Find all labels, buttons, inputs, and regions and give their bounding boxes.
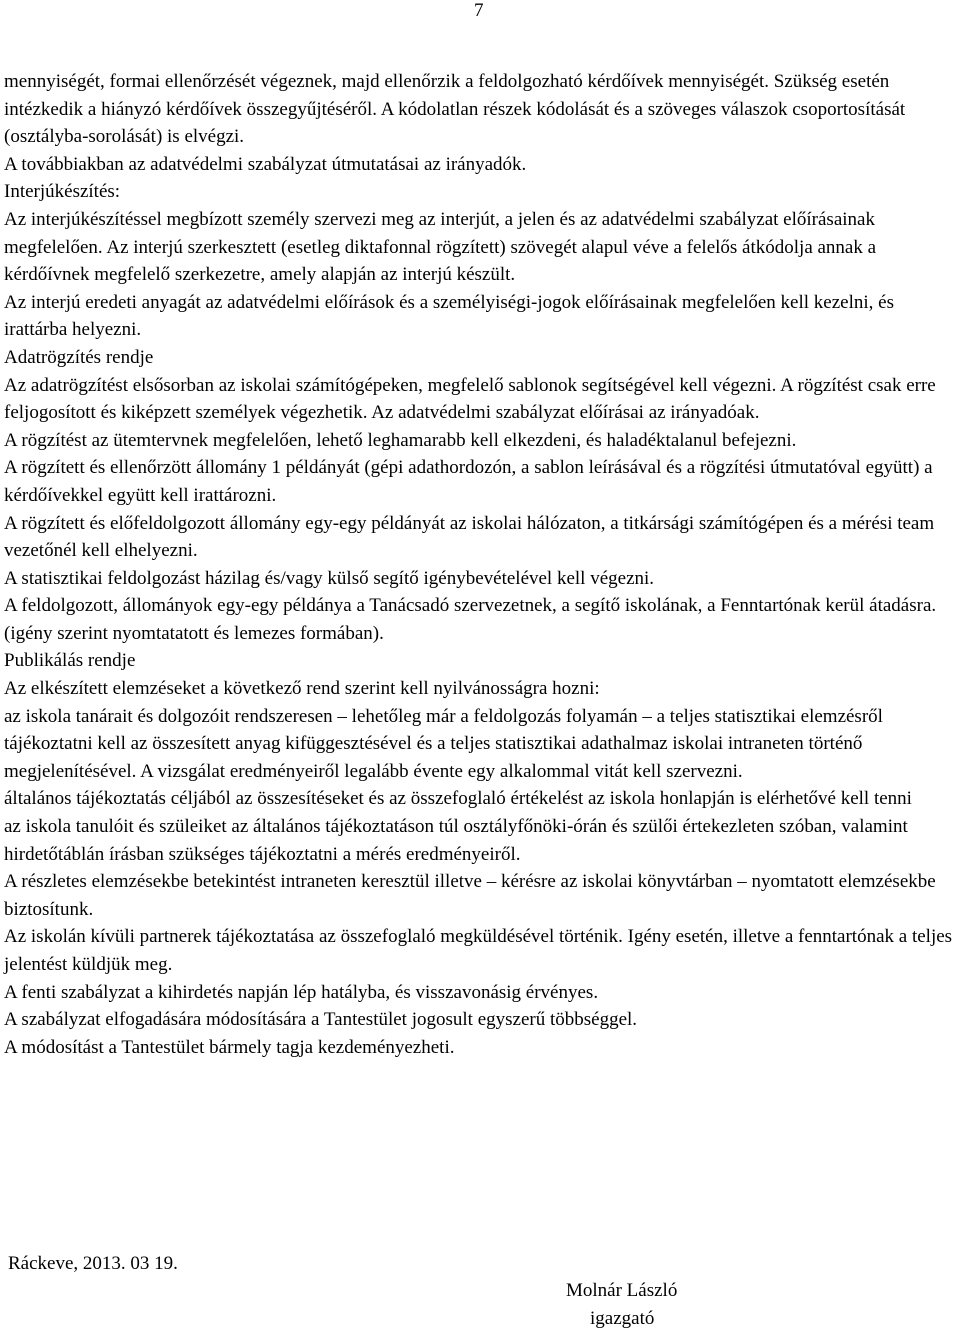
paragraph-amendment-approval: A szabályzat elfogadására módosítására a Tantestület jogosult egyszerű többséggel. <box>4 1009 638 1031</box>
signatory-name: Molnár László <box>566 1280 678 1301</box>
paragraph-statistics: A statisztikai feldolgozást házilag és/vagy külső segítő igénybevételével kell végezni. <box>4 567 655 589</box>
paragraph-publication-teachers: az iskola tanárait és dolgozóit rendszeresen – lehetőleg már a feldolgozás folyamán – a teljes statisztikai elemzésről tájékoztatni kell az összesített anyag kifüggesztésével és a teljes statisztikai adathalmaz iskolai intraneten történő megjelenítésével. A vizsgálat eredményeiről legalább évente egy alkalommal vitát kell szervezni. <box>4 705 883 782</box>
heading-publication: Publikálás rendje <box>4 650 136 672</box>
paragraph-publication-students: az iskola tanulóit és szüleiket az általános tájékoztatáson túl osztályfőnöki-órán és szülői értekezleten szóban, valamint hirdetőtáblán írásban szükséges tájékoztatni a mérés eredményeiről. <box>4 816 908 865</box>
paragraph-data-recording: Az adatrögzítést elsősorban az iskolai számítógépeken, megfelelő sablonok segítségével kell végezni. A rögzítést csak erre feljogosított és kiképzett személyek végezhetik. Az adatvédelmi szabályzat előírásai az irányadóak. <box>4 374 936 424</box>
paragraph-detailed-analysis: A részletes elemzésekbe betekintést intraneten keresztül illetve – kérésre az iskolai könyvtárban – nyomtatott elemzésekbe biztosítunk. <box>4 871 936 920</box>
signatory-title: igazgató <box>590 1308 655 1329</box>
paragraph-amendment-initiative: A módosítást a Tantestület bármely tagja kezdeményezheti. <box>4 1036 455 1058</box>
paragraph-effective-date: A fenti szabályzat a kihirdetés napján lép hatályba, és visszavonásig érvényes. <box>4 981 599 1003</box>
paragraph-data-protection-note: A továbbiakban az adatvédelmi szabályzat útmutatásai az irányadók. <box>4 153 527 175</box>
page-number: 7 <box>474 0 484 21</box>
paragraph-distribution: A feldolgozott, állományok egy-egy példánya a Tanácsadó szervezetnek, a segítő iskolának, a Fenntartónak kerül átadásra. (igény szerint nyomtatatott és lemezes formában). <box>4 595 937 644</box>
paragraph-recording-schedule: A rögzítést az ütemtervnek megfelelően, lehető leghamarabb kell elkezdeni, és haladéktalanul befejezni. <box>4 429 797 451</box>
paragraph-recording-archive: A rögzített és ellenőrzött állomány 1 példányát (gépi adathordozón, a sablon leírásával és a rögzítési útmutatóval együtt) a kérdőívekkel együtt kell irattározni. <box>4 457 933 506</box>
paragraph-interview: Az interjúkészítéssel megbízott személy szervezi meg az interjút, a jelen és az adatvédelmi szabályzat előírásainak megfelelően. Az interjú szerkesztett (esetleg diktafonnal rögzített) szövegét alapul véve a felelős átkódolja annak a kérdőívnek megfelelő szerkezetre, amely alapján az interjú készült. <box>4 208 877 286</box>
place-and-date: Ráckeve, 2013. 03 19. <box>8 1253 178 1274</box>
heading-data-recording: Adatrögzítés rendje <box>4 346 154 368</box>
paragraph-publication-website: általános tájékoztatás céljából az összesítéseket és az összefoglaló értékelést az iskola honlapján is elérhetővé kell tenni <box>4 788 912 810</box>
paragraph-recording-network: A rögzített és előfeldolgozott állomány egy-egy példányát az iskolai hálózaton, a titkársági számítógépen és a mérési team vezetőnél kell elhelyezni. <box>4 512 935 562</box>
paragraph-publication-intro: Az elkészített elemzéseket a következő rend szerint kell nyilvánosságra hozni: <box>4 678 600 700</box>
paragraph-processing: mennyiségét, formai ellenőrzését végeznek, majd ellenőrzik a feldolgozható kérdőívek mennyiségét. Szükség esetén intézkedik a hiányzó kérdőívek összegyűjtéséről. A kódolatlan részek kódolását és a szöveges válaszok csoportosítását (osztályba-sorolását) is elvégzi. <box>4 71 906 148</box>
heading-interview: Interjúkészítés: <box>4 181 121 203</box>
paragraph-external-partners: Az iskolán kívüli partnerek tájékoztatása az összefoglaló megküldésével történik. Igény esetén, illetve a fenntartónak a teljes jelentést küldjük meg. <box>4 926 953 975</box>
document-body <box>4 68 954 1061</box>
paragraph-interview-material: Az interjú eredeti anyagát az adatvédelmi előírások és a személyiségi-jogok előírásainak megfelelően kell kezelni, és irattárba helyezni. <box>4 291 894 341</box>
